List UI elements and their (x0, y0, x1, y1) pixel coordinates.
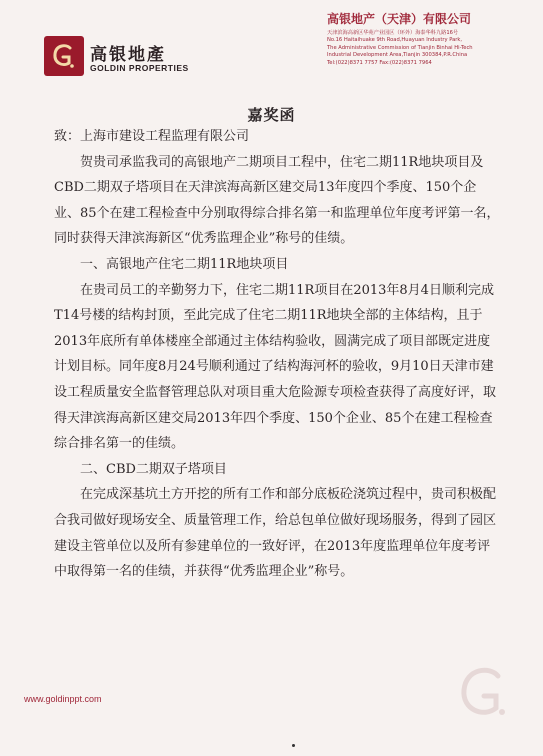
address-line-en-1: No.16 Haitaihuake 9th Road,Huayuan Industry Park, (327, 37, 463, 44)
section2-heading: 二、CBD二期双子塔项目 (80, 461, 227, 477)
letter-body (54, 124, 500, 585)
footer-url: www.goldinppt.com (24, 694, 102, 704)
g-watermark-icon (452, 660, 516, 724)
goldin-g-logo-icon (47, 39, 81, 73)
contact-line: Tel:(022)8371 7757 Fax:(022)8371 7964 (327, 59, 432, 66)
brand-name-en: GOLDIN PROPERTIES (90, 63, 189, 73)
address-line-cn: 天津滨海高新区华苑产业园区（环外）海泰华科九路16号 (327, 30, 459, 36)
section2-paragraph: 在完成深基坑土方开挖的所有工作和部分底板砼浇筑过程中，贵司积极配合我司做好现场安全、质量管理工作，给总包单位做好现场服务，得到了园区建设主管单位以及所有参建单位的一致好评，在2013年度监理单位年度考评中取得第一名的佳绩，并获得“优秀监理企业”称号。 (54, 487, 497, 580)
brand-name-cn: 高银地產 (90, 45, 166, 65)
company-info (327, 10, 532, 67)
company-name: 高银地产（天津）有限公司 (327, 12, 472, 26)
address-line-en-3: Industrial Development Area,Tianjin 300384,P.R.China (327, 52, 468, 59)
scan-speck (292, 744, 295, 747)
section1-paragraph: 在贵司员工的辛勤努力下，住宅二期11R项目在2013年8月4日顺利完成T14号楼的结构封顶，至此完成了住宅二期11R地块全部的主体结构，且于2013年底所有单体楼座全部通过主体结构验收，圆满完成了项目部既定进度计划目标。同年度8月24号顺利通过了结构海河杯的验收，9月10日天津市建设工程质量安全监督管理总队对项目重大危险源专项检查获得了高度好评，取得天津滨海高新区建交局2013年四个季度、150个企业、85个在建工程检查综合排名第一的佳绩。 (54, 282, 497, 452)
goldin-logo (44, 36, 84, 76)
letter-title: 嘉奖函 (247, 106, 296, 124)
section1-heading: 一、高银地产住宅二期11R地块项目 (80, 256, 289, 272)
salutation: 致：上海市建设工程监理有限公司 (54, 129, 250, 144)
intro-paragraph: 贺贵司承监我司的高银地产二期项目工程中，住宅二期11R地块项目及CBD二期双子塔项目在天津滨海高新区建交局13年度四个季度、150个企业、85个在建工程检查中分别取得综合排名第一和监理单位年度考评第一名，同时获得天津滨海新区“优秀监理企业”称号的佳绩。 (54, 154, 500, 247)
address-line-en-2: The Administrative Commission of Tianjin Binhai Hi-Tech (327, 44, 473, 51)
